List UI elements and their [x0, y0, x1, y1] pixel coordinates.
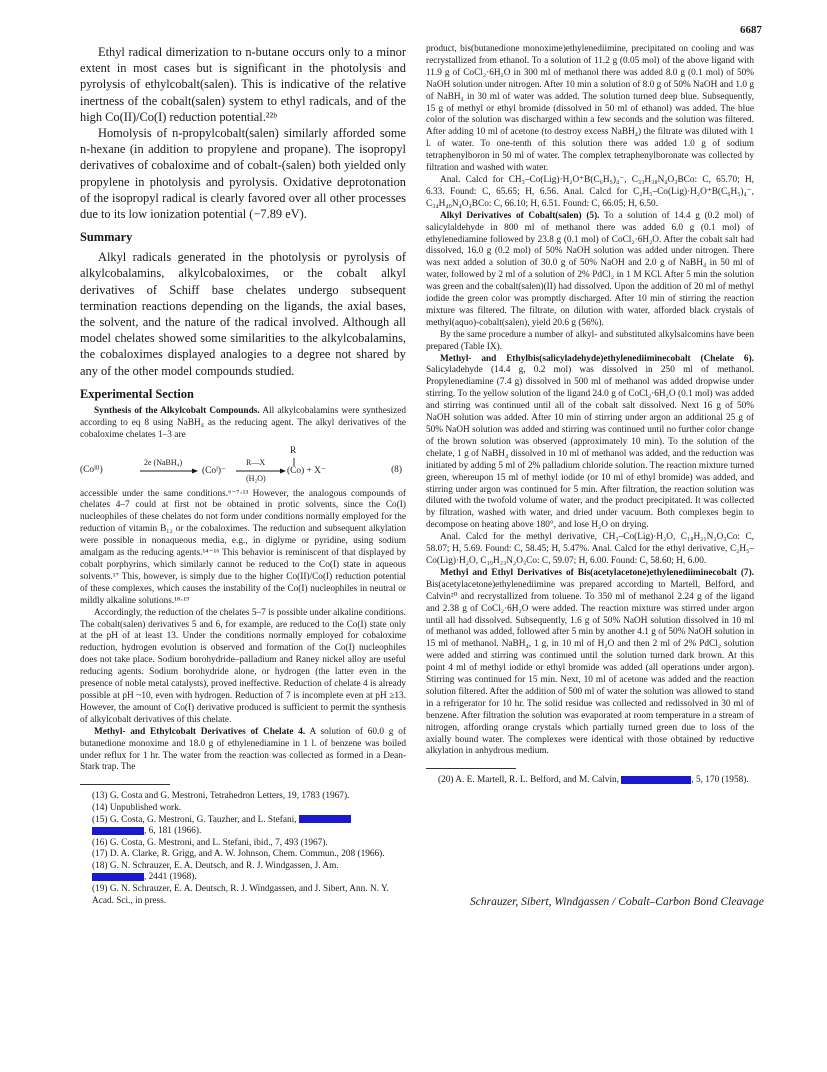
- paragraph: Ethyl radical dimerization to n-butane occurs only to a minor extent in most cases but is significant in the photolysis and pyrolysis of ethylcobalt(salen). This is indicative of the relative inertness of the cobalt(salen) system to ethyl radicals, and of the high Co(II)/Co(I) reduction potential.²²ᵇ: [80, 45, 406, 124]
- paragraph: Methyl- and Ethylcobalt Derivatives of Chelate 4. A solution of 60.0 g of butanedione monoxime and 18.0 g of ethylenediamine in 1 l. of benzene was boiled under reflux for 1 hr. The water from the reaction was collected as formed in a Dean-Stark trap. The: [80, 726, 406, 773]
- experimental-text: [80, 406, 406, 774]
- r-group-label: R: [290, 445, 297, 456]
- equation-8: [80, 446, 406, 484]
- footnote: (18) G. N. Schrauzer, E. A. Deutsch, and R. J. Windgassen, J. Am.: [92, 860, 339, 871]
- paragraph: accessible under the same conditions.⁶⁻⁷·¹³ However, the analogous compounds of chelates 4–7 could at first not be obtained in protic solvents, since the Co(I) nucleophiles of these chelates do not form under conditions normally employed for the reduction of vitamin B₁₂ or the cobaloximes. The reduction and subsequent alkylation were possible in nonaqueous media, e.g., in diglyme or pyridine, using sodium amalgam as the reducing agents.¹⁴⁻¹⁶ This behavior is reminiscent of that displayed by cobalt porphyrins, which similarly cannot be reduced to the Co(I) state in aqueous solvents.¹⁷ This, however, is simply due to the higher Co(II)/Co(I) reduction potential of these complexes, which causes the instability of the Co(I) nucleophiles in neutral or mildly alkaline solutions.¹⁸·¹⁹: [80, 488, 406, 606]
- paragraph: Anal. Calcd for CH₃–Co(Lig)·H₂O⁺B(C₆H₅)₄⁻, C₃₃H₃₈N₄O₃BCo: C, 65.70; H, 6.33. Found: C, 65.65; H, 6.56. Anal. Calcd for C₂H₅–Co(Lig)·H₂O⁺B(C₆H₅)₄⁻, C₃₄H₄₀N₄O₃BCo: C, 66.10; H, 6.51. Found: C, 66.05; H, 6.50.: [426, 174, 754, 209]
- paragraph: Accordingly, the reduction of the chelates 5–7 is possible under alkaline conditions. The cobalt(salen) derivatives 5 and 6, for example, are reduced to the Co(I) state only at the pH of at least 13. Under the conditions normally employed for cobaloxime reduction, hydrogen evolution is observed and formation of the Co(I) nucleophiles does not take place. Sodium borohydride–palladium and Raney nickel alloy are useful reducing agents. Sodium borohydride alone, or hydrogen (the latter even in the presence of noble metal catalysts), proved ineffective. Reduction of chelate 4 is already possible at pH ~10, even with hydrogen. Reduction of 7 is incomplete even at pH ≥13. However, the amount of Co(I) derivative produced is sufficient to permit the synthesis of alkylcobalt derivatives of this chelate.: [80, 607, 406, 725]
- footnote: (14) Unpublished work.: [92, 802, 182, 813]
- paragraph: Synthesis of the Alkylcobalt Compounds. All alkylcobalamins were synthesized according to eq 8 using NaBH₄ as the reducing agent. The alkyl derivatives of the cobaloxime chelates 1–3 are: [80, 405, 406, 440]
- footnote: (19) G. N. Schrauzer, E. A. Deutsch, R. J. Windgassen, and J. Sibert, Ann. N. Y. Acad. Sci., in press.: [92, 884, 389, 906]
- cobalt-iii: (Coᴵᴵᴵ): [80, 464, 103, 475]
- summary-paragraph: Alkyl radicals generated in the photolysis or pyrolysis of alkylcobalamins, alkylcobaloximes, or the cobalt alkyl derivatives of Schiff base chelates undergo subsequent termination reactions depending on the ligands, the axial bases, the solvent, and the nature of the radical involved. Although all model chelates showed some similarities to the alkylcobalamins, the cobaloximes displayed analogies to a degree not shared by any of the other model compounds studied.: [80, 250, 406, 378]
- reagent-label: 2e (NaBH₄): [144, 457, 183, 467]
- paragraph: product, bis(butanedione monoxime)ethylenediimine, precipitated on cooling and was recrystallized from ethanol. To a solution of 11.2 g (0.05 mol) of the above ligand with 11.9 g of CoCl₂·6H₂O in 300 ml of methanol there was added 8.0 g (0.1 mol) of 50% NaOH solution under nitrogen. After 10 min a solution of 8.0 g of 50% NaOH and 1.0 g of NaBH₄ in 30 ml of water was added. The solution turned deep blue. Subsequently, 15 g of methyl or ethyl bromide (dissolved in 50 ml of ethanol) was added. The blue color of the solution was discharged within a few seconds and the solution was filtered. After adding 10 ml of acetone (to destroy excess NaBH₄) the filtrate was diluted with 1 l. of water. To one-tenth of this solution there was added 1.0 g of sodium tetraphenylboron in 50 ml of water. The complex tetraphenylboronate was collected by filtration and washed with water.: [426, 44, 754, 174]
- paragraph: By the same procedure a number of alkyl- and substituted alkylsalcomins have been prepared (Table IX).: [426, 329, 754, 352]
- footnote: , 2441 (1968).: [80, 872, 406, 884]
- alkyl-halide-label: R—X: [246, 457, 266, 467]
- footnote-rule: [80, 784, 170, 785]
- footnote-rule: [426, 768, 516, 769]
- run-in-heading: Synthesis of the Alkylcobalt Compounds.: [94, 405, 260, 416]
- summary-heading: Summary: [80, 230, 133, 245]
- equation-arrows: [80, 446, 406, 484]
- page-number: 6687: [740, 24, 762, 36]
- footnote: (13) G. Costa and G. Mestroni, Tetrahedron Letters, 19, 1783 (1967).: [92, 791, 350, 802]
- footnotes: [426, 775, 754, 787]
- paragraph: Homolysis of n-propylcobalt(salen) similarly afforded some n-hexane (in addition to propylene and propane). The isopropyl derivatives of cobaloxime and of cobalt-(salen) both yielded only propylene in photolysis and pyrolysis. Oxidative deprotonation of the isopropyl radical is clearly favored over all other processes due to its low ionization potential (−7.89 eV).: [80, 126, 406, 222]
- footnote: (16) G. Costa, G. Mestroni, and L. Stefani, ibid., 7, 493 (1967).: [92, 837, 328, 848]
- running-footer: Schrauzer, Sibert, Windgassen / Cobalt–Carbon Bond Cleavage: [470, 896, 764, 908]
- footnotes: [80, 791, 406, 907]
- paragraph: Alkyl Derivatives of Cobalt(salen) (5). To a solution of 14.4 g (0.2 mol) of salicylaldehyde in 800 ml of methanol there was added 6.0 g (0.1 mol) of ethylenediamine followed by 23.8 g (0.1 mol) of CoCl₂·6H₂O. After the cobalt salt had dissolved, 16.0 g (0.2 mol) of 50% NaOH solution was added under nitrogen. There was next added a solution of 30.0 g of 50% NaOH and 2.0 g of NaBH₄ in 50 ml of water, followed by 2 ml of a solution of 2% PdCl₂ in 1 M KCl. After 5 min the solution was green and the cobalt(salen)(II) had dissolved. Upon the addition of 20 ml of methyl iodide the green color was promptly discharged. After 10 min of stirring the reaction mixture was filtered. The filtrate, on dilution with water, afforded black crystals of methyl(aquo)-cobalt(salen), yield 20.6 g (56%).: [426, 210, 754, 328]
- paragraph: Anal. Calcd for the methyl derivative, CH₃–Co(Lig)·H₂O, C₁₈H₂₁N₂O₃Co: C, 58.07; H, 5.69. Found: C, 58.45; H, 5.47%. Anal. Calcd for the ethyl derivative, C₂H₅–Co(Lig)·H₂O, C₁₉H₂₃N₂O₃Co: C, 59.07; H, 6.00. Found: C, 58.60; H, 6.00.: [426, 532, 754, 566]
- equation-number: (8): [391, 464, 402, 475]
- experimental-heading: Experimental Section: [80, 386, 194, 401]
- right-column: [426, 44, 754, 787]
- solvent-label: (H₂O): [246, 473, 266, 483]
- footnote: (15) G. Costa, G. Mestroni, G. Tauzher, and L. Stefani,: [80, 815, 406, 827]
- paragraph: Methyl and Ethyl Derivatives of Bis(acetylacetone)ethylenediiminecobalt (7). Bis(acetylacetone)ethylenediimine was prepared according to Martell, Belford, and Calvin²⁰ and recrystallized from toluene. To 350 ml of methanol 2.24 g of the ligand and 2.38 g of CoCl₂·6H₂O were added. The reaction mixture was stirred under argon until all had dissolved. Subsequently, 1.6 g of 50% NaOH solution dissolved in 10 ml of methanol was added, followed after 5 min by another 4.1 g of 50% NaOH solution in 15 ml of methanol. NaBH₄, 1 g, in 10 ml of H₂O and then 2 ml of 2% PdCl₂ solution were added and stirring was continued until the solution turned dark brown. At this point 4 ml of methyl iodide or ethyl bromide was added (all operations under argon). Stirring was continued for 15 min. Next, 10 ml of acetone was added and the reaction solution filtered. After the addition of 500 ml of water the solution was allowed to stand in a refrigerator for 10 hr. The solid residue was collected and redissolved in 30 ml of benzene. After filtration the solution was evaporated at room temperature in a stream of nitrogen, affording orange crystals which partially turned green due to loss of the axially bound water. The complexes were identical with those obtained by reductive alkylation in anhydrous medium.: [426, 567, 754, 757]
- footnote: (17) D. A. Clarke, R. Grigg, and A. W. Johnson, Chem. Commun., 208 (1966).: [92, 849, 385, 860]
- redaction-mark: [92, 827, 144, 835]
- intro-text: [80, 44, 406, 402]
- left-column: [80, 44, 406, 907]
- cobalt-i: (Coᴵ)⁻: [202, 465, 227, 476]
- run-in-heading: Methyl and Ethyl Derivatives of Bis(acetylacetone)ethylenediiminecobalt (7).: [440, 567, 754, 578]
- redaction-mark: [299, 815, 351, 823]
- run-in-heading: Methyl- and Ethylcobalt Derivatives of Chelate 4.: [94, 726, 306, 737]
- redaction-mark: [92, 873, 144, 881]
- equation-product: (Co) + X⁻: [287, 465, 326, 476]
- paragraph: Methyl- and Ethylbis(salicyladehyde)ethylenediiminecobalt (Chelate 6). Salicyladehyde (14.4 g, 0.2 mol) was dissolved in 250 ml of methanol. Propylenediamine (7.4 g) dissolved in 500 ml of methanol was added dropwise under stirring. To the yellow solution of the ligand 24.0 g of CoCl₂·6H₂O (0.1 mol) was added and stirring was continued until all of the cobalt salt dissolved. Next 16 g of 50% NaOH solution was added. After 10 min of stirring under argon an additional 25 g of 50% NaOH solution was added and stirring was continued until no further color change of the brown solution was observed (approximately 10 min). To the solution of the chelate, 1 g of NaBH₄ dissolved in 10 ml of methanol was added, and the reduction was initiated by adding 5 ml of 2% palladium chloride solution. The reaction mixture turned green, whereupon 15 ml of methyl iodide (or 10 ml of ethyl bromide) was added, and stirring under argon was continued for 5 min. After filtration, the reaction solution was diluted with the twofold volume of water, and the product precipitated. It was collected by filtration, washed with water, and dried under vacuum. Both complexes begin to decompose on heating above 180°, and lose H₂O on drying.: [426, 353, 754, 531]
- run-in-heading: Alkyl Derivatives of Cobalt(salen) (5).: [440, 210, 600, 221]
- run-in-heading: Methyl- and Ethylbis(salicyladehyde)ethylenediiminecobalt (Chelate 6).: [440, 353, 754, 364]
- footnote: (20) A. E. Martell, R. L. Belford, and M. Calvin, , 5, 170 (1958).: [438, 775, 749, 786]
- redaction-mark: [621, 776, 691, 784]
- footnote: , 6, 181 (1966).: [80, 826, 406, 838]
